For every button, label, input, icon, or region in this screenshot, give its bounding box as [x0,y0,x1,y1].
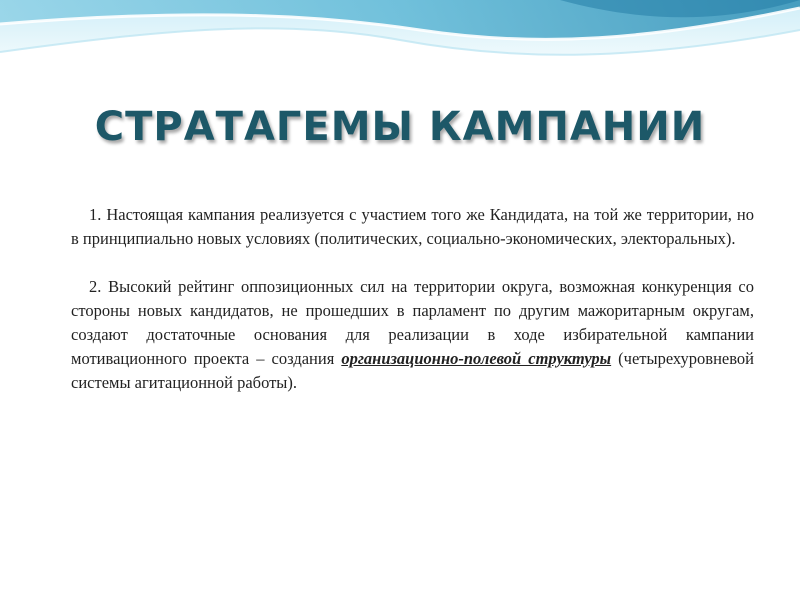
slide-title: СТРАТАГЕМЫ КАМПАНИИ [94,104,706,150]
paragraph-2 [71,275,754,395]
wave-header-decoration [0,0,800,90]
slide-body [71,203,754,395]
paragraph-1: 1. Настоящая кампания реализуется с участием того же Кандидата, на той же территории, но в принципиально новых условиях (политических, социально-экономических, электоральных). [71,205,754,248]
paragraph-2-text-end: (четырехуровневой системы агитационной работы). [71,349,754,392]
paragraph-2-text-start: 2. Высокий рейтинг оппозиционных сил на территории округа, возможная конкуренция со стороны новых кандидатов, не прошедших в парламент по другим мажоритарным округам, создают достаточные основания для реализации в ходе избирательной кампании мотивационного проекта – создания [71,277,754,368]
paragraph-2-emphasis: организационно-полевой структуры [341,349,612,368]
